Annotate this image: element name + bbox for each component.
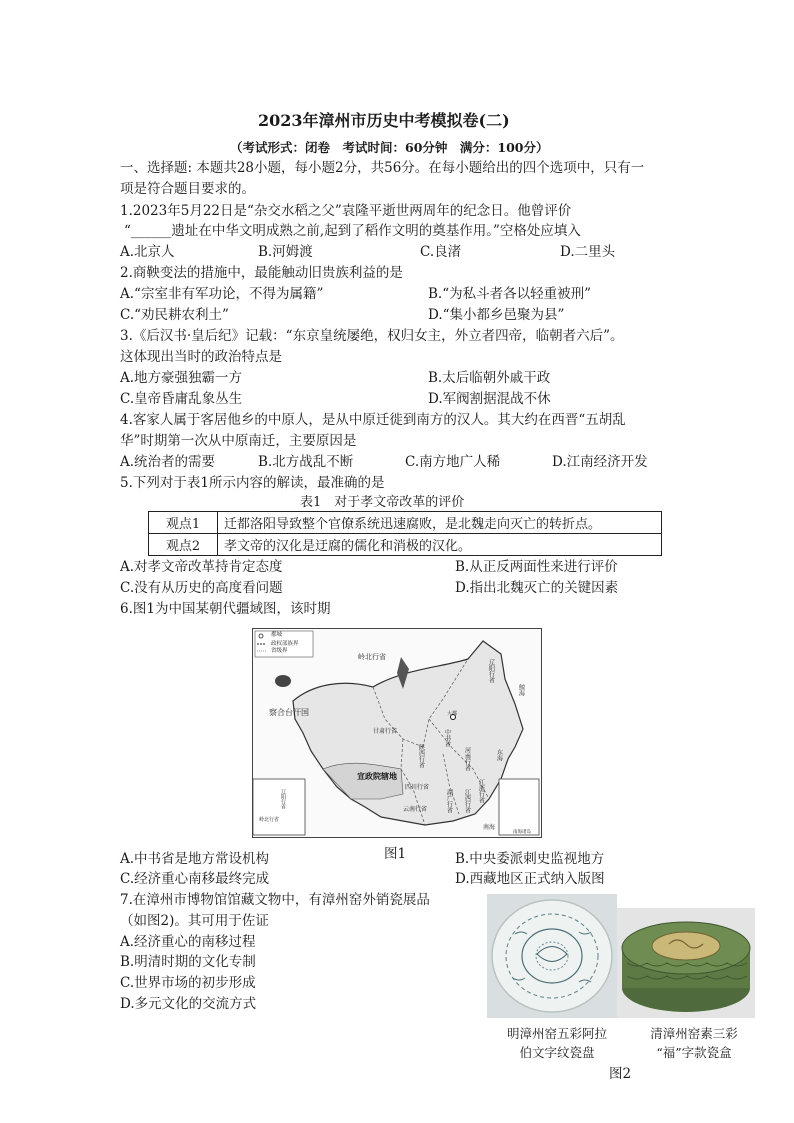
map-label: 四川行省: [405, 784, 430, 791]
figure2-label: 图2: [609, 1066, 632, 1082]
map-drawing: [253, 629, 541, 837]
q3-option-d: D.军阀割据混战不休: [428, 391, 551, 407]
q7-option-a: A.经济重心的南移过程: [120, 934, 256, 950]
table-row: [149, 534, 662, 556]
q3-option-c: C.皇帝昏庸乱象丛生: [120, 391, 243, 407]
q6-option-b: B.中央委派刺史监视地方: [455, 851, 605, 867]
q2-option-d: D.“集小都乡邑聚为县”: [428, 307, 565, 323]
map-label: 云南行省: [403, 806, 428, 813]
photo1-caption-line1: 明漳州窑五彩阿拉: [506, 1026, 607, 1041]
map-label: 政权部族界: [271, 641, 299, 647]
q1-option-c: C.良渚: [420, 244, 462, 260]
q2-option-b: B.“为私斗者各以轻重被刑”: [428, 286, 592, 302]
section-intro-line1: 一、选择题: 本题共28小题，每小题2分，共56分。在每小题给出的四个选项中，只有一: [120, 160, 645, 176]
q2-option-a: A.“宗室非有军功论，不得为属籍”: [120, 286, 324, 302]
region-shading: [323, 763, 403, 799]
exam-info: （考试形式：闭卷 考试时间：60分钟 满分：100分）: [230, 140, 549, 155]
map-label: 中书省: [443, 729, 451, 747]
q1-option-a: A.北京人: [120, 244, 175, 260]
q4-stem-line2: 华”时期第一次从中原南迁，主要原因是: [120, 433, 357, 449]
map-label: 东海: [495, 749, 503, 761]
q4-option-b: B.北方战乱不断: [258, 454, 354, 470]
map-label: 都城: [271, 632, 283, 638]
q1-stem-line2: “______遗址在中华文明成熟之前,起到了稻作文明的奠基作用。”空格处应填入: [124, 223, 581, 239]
q7-stem-line1: 7.在漳州市博物馆馆藏文物中，有漳州窑外销瓷展品: [120, 892, 430, 908]
table-cell-value: 孝文帝的汉化是迂腐的儒化和消极的汉化。: [218, 534, 662, 556]
map-label: 宣政院辖地: [357, 771, 397, 781]
q6-option-a: A.中书省是地方常设机构: [120, 851, 270, 867]
q7-stem-line2: （如图2)。其可用于佐证: [120, 913, 269, 929]
glazed-box-image: [617, 908, 755, 1018]
map-label: 江浙行省: [477, 779, 485, 803]
q6-option-c: C.经济重心南移最终完成: [120, 871, 270, 887]
map-label: 鲸海: [517, 684, 525, 696]
photo1-caption: [487, 1024, 627, 1062]
q1-option-d: D.二里头: [560, 244, 616, 260]
map-label: 岭北行省: [358, 653, 386, 661]
q5-stem: 5.下列对于表1所示内容的解读，最准确的是: [120, 475, 385, 491]
table-cell-key: 观点2: [149, 534, 218, 556]
map-label: 大都: [447, 711, 458, 717]
q3-option-a: A.地方豪强独霸一方: [120, 370, 243, 386]
q4-option-c: C.南方地广人稀: [405, 454, 501, 470]
map-label: 甘肃行省: [373, 728, 398, 735]
q7-option-d: D.多元文化的交流方式: [120, 996, 257, 1012]
map-label: 陕西行省: [417, 744, 425, 768]
photo2-caption-line1: 清漳州窑素三彩: [650, 1026, 738, 1041]
photo2-caption-line2: “福”字款瓷盒: [656, 1045, 732, 1060]
yuan-dynasty-map: [252, 628, 542, 838]
map-label: 河南行省: [463, 747, 471, 771]
q6-stem: 6.图1为中国某朝代疆域图，该时期: [120, 601, 331, 617]
map-label: 察合台汗国: [269, 708, 309, 717]
inset-box: [253, 779, 305, 835]
map-label: 南海: [483, 824, 496, 831]
q4-option-a: A.统治者的需要: [120, 454, 216, 470]
section-intro-line2: 项是符合题目要求的。: [120, 181, 255, 197]
q5-option-b: B.从正反两面性来进行评价: [455, 559, 618, 575]
q1-option-b: B.河姆渡: [258, 244, 313, 260]
q5-option-d: D.指出北魏灭亡的关键因素: [455, 580, 619, 596]
map-label: 辽阳行省: [487, 659, 495, 683]
q3-option-b: B.太后临朝外戚干政: [428, 370, 551, 386]
q3-stem-line1: 3.《后汉书·皇后纪》记载：“东京皇统屡绝，权归女主，外立者四帝，临朝者六后”。: [120, 328, 624, 344]
lake-shape: [275, 675, 291, 687]
photo1-caption-line2: 伯文字纹瓷盘: [519, 1045, 595, 1060]
page-title: 2023年漳州市历史中考模拟卷(二): [258, 111, 510, 130]
q4-stem-line1: 4.客家人属于客居他乡的中原人，是从中原迁徙到南方的汉人。其大约在西晋“五胡乱: [120, 412, 626, 428]
q2-stem: 2.商鞅变法的措施中，最能触动旧贵族利益的是: [120, 265, 403, 281]
table-caption: 表1 对于孝文帝改革的评价: [300, 495, 465, 510]
table-cell-value: 迁都洛阳导致整个官僚系统迅速腐败，是北魏走向灭亡的转折点。: [218, 512, 662, 534]
q4-option-d: D.江南经济开发: [552, 454, 648, 470]
table-cell-key: 观点1: [149, 512, 218, 534]
figure1-label: 图1: [384, 846, 407, 862]
q7-option-b: B.明清时期的文化专制: [120, 954, 256, 970]
map-label: 辽阳行省: [280, 789, 286, 809]
evaluation-table: [148, 511, 662, 556]
q3-stem-line2: 这体现出当时的政治特点是: [120, 349, 282, 365]
map-label: 省级界: [271, 648, 288, 654]
map-label: 岭北行省: [259, 817, 280, 823]
table-row: [149, 512, 662, 534]
inset-box: [499, 779, 539, 835]
q2-option-c: C.“劝民耕农利土”: [120, 307, 229, 323]
q1-stem-line1: 1.2023年5月22日是“杂交水稻之父”袁隆平逝世两周年的纪念日。他曾评价: [120, 203, 572, 219]
q5-option-a: A.对孝文帝改革持肯定态度: [120, 559, 283, 575]
glazed-box-photo: [617, 908, 755, 1018]
q6-option-d: D.西藏地区正式纳入版图: [455, 871, 605, 887]
porcelain-plate-image: [487, 894, 617, 1018]
map-label: 湖广行省: [445, 789, 453, 813]
map-label: 南海诸岛: [513, 830, 531, 835]
map-label: 江西行省: [463, 789, 471, 813]
porcelain-plate-photo: [487, 894, 617, 1018]
q5-option-c: C.没有从历史的高度看问题: [120, 580, 283, 596]
photo2-caption: [630, 1024, 758, 1062]
q7-option-c: C.世界市场的初步形成: [120, 975, 256, 991]
